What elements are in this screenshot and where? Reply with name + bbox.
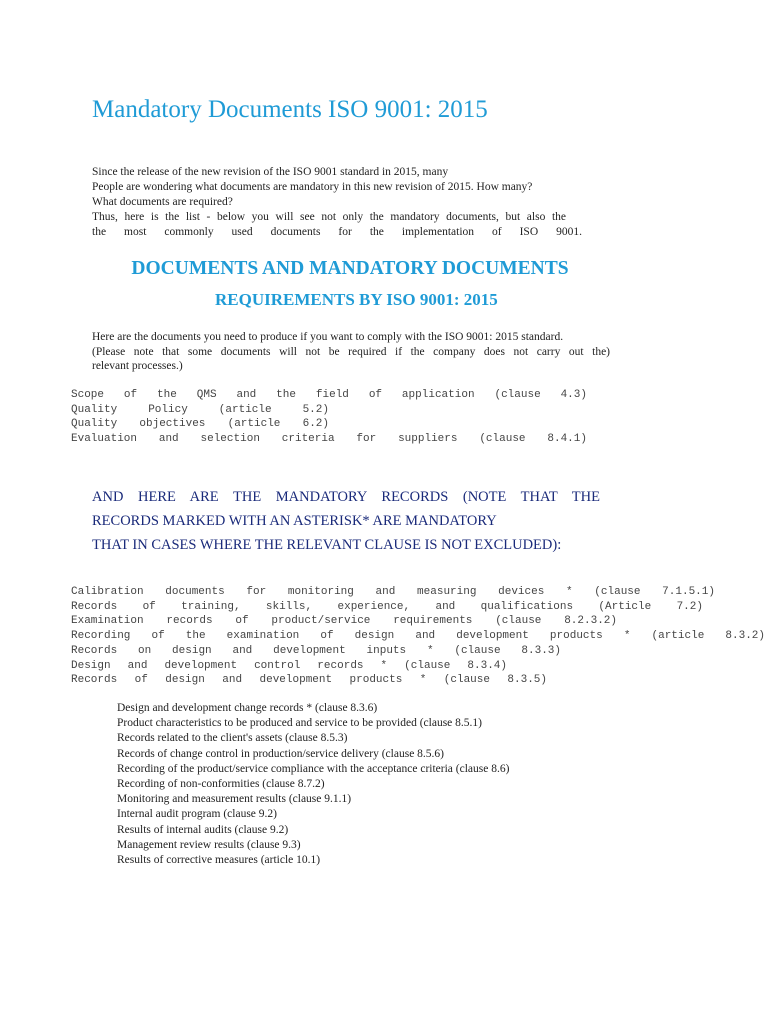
record-item: Records of design and development products * (clause 8.3.5): [71, 674, 547, 687]
intro-line: What documents are required?: [92, 196, 233, 208]
intro-line: Since the release of the new revision of the ISO 9001 standard in 2015, many: [92, 166, 449, 178]
documents-intro-paragraph: [92, 330, 610, 374]
list-item: [114, 807, 509, 822]
list-item: [114, 823, 509, 838]
list-item: [114, 701, 509, 716]
records-heading-line: THAT IN CASES WHERE THE RELEVANT CLAUSE IS NOT EXCLUDED):: [92, 537, 562, 553]
intro-line: the most commonly used documents for the implementation of ISO 9001.: [92, 226, 582, 238]
documents-intro-line: relevant processes.): [92, 360, 183, 372]
intro-line: Thus, here is the list - below you will see not only the mandatory documents, but also the: [92, 211, 566, 223]
document-item: Quality objectives (article 6.2): [71, 418, 329, 431]
records-bullet-list: [114, 701, 509, 868]
list-item-text: Recording of non-conformities (clause 8.7.2): [117, 778, 325, 791]
document-item: Quality Policy (article 5.2): [71, 403, 329, 416]
list-item-text: Results of corrective measures (article 10.1): [117, 854, 321, 867]
list-item: [114, 731, 509, 746]
mandatory-documents-list: [71, 388, 587, 447]
record-item: Design and development control records * (clause 8.3.4): [71, 659, 507, 672]
records-heading-line: RECORDS MARKED WITH AN ASTERISK* ARE MANDATORY: [92, 513, 497, 529]
records-heading-line: AND HERE ARE THE MANDATORY RECORDS (NOTE THAT THE: [92, 489, 600, 505]
list-item: [114, 792, 509, 807]
document-title: Mandatory Documents ISO 9001: 2015: [92, 96, 488, 123]
list-item: [114, 747, 509, 762]
list-item: [114, 853, 509, 868]
list-item-text: Design and development change records * (clause 8.3.6): [117, 702, 378, 714]
document-item: Evaluation and selection criteria for suppliers (clause 8.4.1): [71, 433, 587, 446]
mandatory-records-list: [71, 585, 765, 688]
list-item-text: Product characteristics to be produced and service to be provided (clause 8.5.1): [117, 717, 482, 730]
list-item: [114, 716, 509, 731]
intro-paragraph: [92, 165, 582, 240]
section-heading: DOCUMENTS AND MANDATORY DOCUMENTS: [131, 258, 569, 279]
list-item: [114, 838, 509, 853]
list-item-text: Recording of the product/service compliance with the acceptance criteria (clause 8.6): [117, 762, 510, 775]
list-item: [114, 762, 509, 777]
list-item-text: Records of change control in production/service delivery (clause 8.5.6): [117, 747, 444, 760]
record-item: Examination records of product/service requirements (clause 8.2.3.2): [71, 615, 617, 628]
list-item-text: Records related to the client's assets (clause 8.5.3): [117, 732, 348, 745]
document-item: Scope of the QMS and the field of application (clause 4.3): [71, 389, 587, 401]
record-item: Records on design and development inputs * (clause 8.3.3): [71, 644, 561, 657]
list-item-text: Monitoring and measurement results (clause 9.1.1): [117, 793, 352, 806]
mandatory-records-heading: [92, 485, 600, 557]
documents-intro-line: Here are the documents you need to produce if you want to comply with the ISO 9001: 2015 standard.: [92, 331, 564, 343]
list-item: [114, 777, 509, 792]
record-item: Records of training, skills, experience, and qualifications (Article 7.2): [71, 600, 703, 613]
list-item-text: Results of internal audits (clause 9.2): [117, 823, 289, 836]
intro-line: People are wondering what documents are mandatory in this new revision of 2015. How many?: [92, 181, 533, 193]
list-item-text: Internal audit program (clause 9.2): [117, 808, 277, 821]
record-item: Recording of the examination of design and development products * (article 8.3.2): [71, 630, 765, 643]
record-item: Calibration documents for monitoring and measuring devices * (clause 7.1.5.1): [71, 586, 715, 598]
documents-intro-line: (Please note that some documents will not be required if the company does not carry out the): [92, 345, 610, 358]
list-item-text: Management review results (clause 9.3): [117, 838, 301, 851]
section-subheading: REQUIREMENTS BY ISO 9001: 2015: [215, 290, 498, 309]
